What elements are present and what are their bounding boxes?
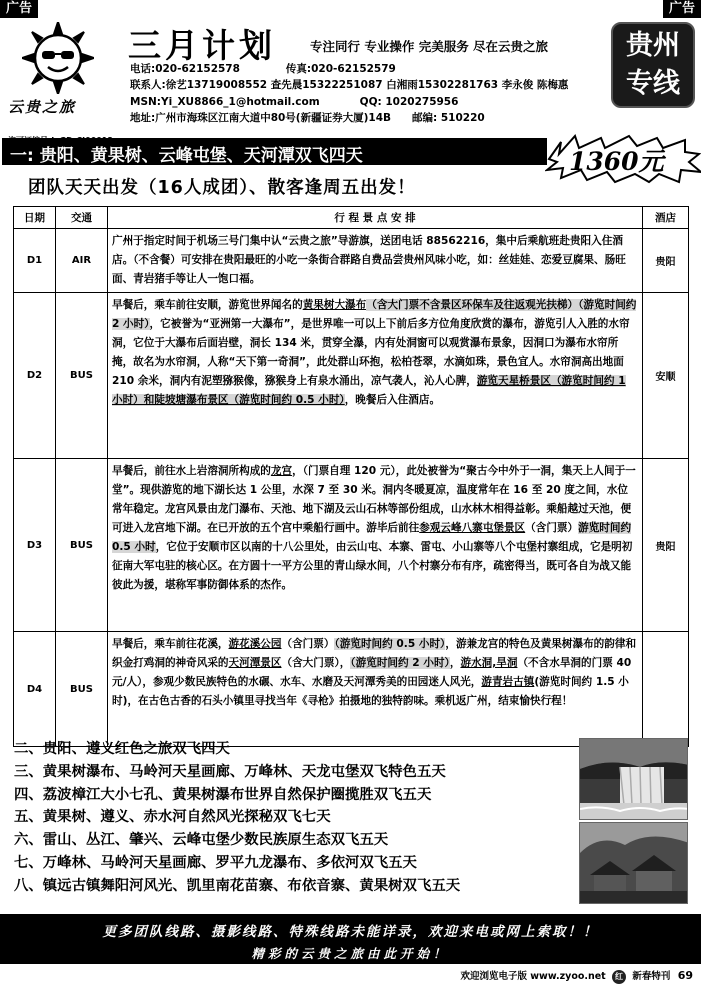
- slogan: 专注同行 专业操作 完美服务 尽在云贵之旅: [310, 39, 549, 54]
- phone: 电话:020-62152578: [130, 63, 240, 75]
- highlight: 游览天星桥景区（游览时间约 1 小时）和陡坡塘瀑布景区（游览时间约 0.5 小时）: [112, 375, 626, 406]
- village-image: [580, 823, 688, 904]
- village-photo: [579, 822, 688, 904]
- table-row: [14, 229, 689, 293]
- price-value: 1360元: [569, 147, 664, 176]
- logo-text: 云贵之旅: [8, 98, 77, 116]
- contact-persons: 联系人:徐艺13719008552 查先晨15322251087 白湘雨15302281763 李永俊 陈梅惠: [130, 79, 569, 91]
- badge-line-2: 专线: [626, 68, 680, 99]
- page-footer: [460, 968, 693, 984]
- transport-cell: AIR: [56, 229, 108, 293]
- itinerary-table: [13, 206, 689, 747]
- hotel-cell: 安顺: [643, 293, 689, 459]
- list-item: 五、黄果树、遵义、赤水河自然风光探秘双飞七天: [14, 809, 331, 826]
- spot-yunfeng: 参观云峰八寨屯堡景区: [419, 522, 526, 534]
- phone-fax-line: [130, 62, 396, 76]
- departure-info: 团队天天出发（16人成团）、散客逢周五出发！: [28, 178, 416, 198]
- highlight: （含大门票不含景区环保车及往返观光扶梯）（游览时间约 2 小时）: [112, 299, 637, 330]
- day-cell: D3: [14, 459, 56, 632]
- badge-line-1: 贵州: [626, 30, 680, 61]
- list-item: 八、镇远古镇舞阳河风光、凯里南花苗寨、布依音寨、黄果树双飞五天: [14, 877, 461, 894]
- day-cell: D4: [14, 632, 56, 747]
- price-tag: [545, 134, 701, 184]
- qq: QQ: 1020275956: [359, 96, 459, 108]
- spot-huangguoshu: 黄果树大瀑布: [302, 299, 367, 311]
- highlight: 游览时间约 0.5 小时: [112, 522, 632, 553]
- table-row: [14, 459, 689, 632]
- list-item: 六、雷山、丛江、肇兴、云峰屯堡少数民族原生态双飞五天: [14, 832, 389, 849]
- table-header-row: [14, 207, 689, 229]
- msn-qq-line: [130, 95, 458, 109]
- ad-tag-left: 广告: [0, 0, 38, 18]
- table-row: [14, 293, 689, 459]
- other-routes-list: [14, 738, 460, 898]
- msn: MSN:Yi_XU8866_1@hotmail.com: [130, 96, 320, 108]
- list-item: 二、贵阳、遵义红色之旅双飞四天: [14, 741, 230, 757]
- table-row: [14, 632, 689, 747]
- hotel-cell: 贵阳: [643, 229, 689, 293]
- header-desc: 行 程 景 点 安 排: [108, 207, 643, 229]
- spot-tianhetan: 天河潭景区: [228, 657, 282, 669]
- fax: 传真:020-62152579: [285, 63, 396, 75]
- spot-longgong: 龙宫: [270, 465, 293, 477]
- header-hotel: 酒店: [643, 207, 689, 229]
- highlight: （游览时间约 2 小时）: [350, 657, 450, 669]
- spot-qingyan: 游青岩古镇: [481, 676, 535, 688]
- transport-cell: BUS: [56, 632, 108, 747]
- header-day: 日期: [14, 207, 56, 229]
- footer-line-2: 精彩的云贵之旅由此开始！: [251, 946, 450, 961]
- brand-title: 三月计划: [128, 26, 276, 65]
- day-cell: D2: [14, 293, 56, 459]
- waterfall-photo: [579, 738, 688, 820]
- logo-dot-icon: 红: [612, 970, 626, 984]
- guizhou-line-badge: [611, 22, 695, 108]
- highlight: （游览时间约 0.5 小时）: [334, 638, 446, 650]
- desc-cell: 早餐后，乘车前往花溪，游花溪公园（含门票）（游览时间约 0.5 小时），游兼龙宫的特色及黄果树瀑布的韵律和织金打鸡洞的神奇风采的天河潭景区（含大门票），（游览时间约 2 小时），游水洞,旱洞（不含水旱洞的门票 40 元/人），参观少数民族特色的水碾、水车、水磨及天河潭秀美的田园迷人风光，游青岩古镇(游览时间约 1.5 小时)，在古色古香的石头小镇里寻找当年《寻枪》拍摄地的独特韵味。乘机返广州，结束愉快行程！: [108, 632, 643, 747]
- list-item: 七、万峰林、马岭河天星画廊、罗平九龙瀑布、多依河双飞五天: [14, 854, 417, 871]
- transport-cell: BUS: [56, 293, 108, 459]
- desc-cell: 早餐后，乘车前往安顺，游览世界闻名的黄果树大瀑布（含大门票不含景区环保车及往返观光扶梯）（游览时间约 2 小时），它被誉为“亚洲第一大瀑布”，是世界唯一可以上下前后多方位角度欣赏的瀑布，游览引人入胜的水帘洞，它位于大瀑布后面岩壁，洞长 134 米，贯穿全瀑，内有处洞窗可以观赏瀑布景象，因洞口为瀑布水帘所掩，故名为水帘洞，人称“天下第一奇洞”，此处群山环抱，松柏苍翠，水滴如珠，景色宜人。水帘洞高出地面 210 余米，洞内有泥塑猕猴像，猕猴身上有泉水涌出，凉气袭人，沁人心脾，游览天星桥景区（游览时间约 1 小时）和陡坡塘瀑布景区（游览时间约 0.5 小时），晚餐后入住酒店。: [108, 293, 643, 459]
- header-transport: 交通: [56, 207, 108, 229]
- transport-cell: BUS: [56, 459, 108, 632]
- hotel-cell: [643, 632, 689, 747]
- spot-huaxi: 游花溪公园: [228, 638, 282, 650]
- list-item: 四、荔波樟江大小七孔、黄果树瀑布世界自然保护圈揽胜双飞五天: [14, 786, 432, 803]
- spot-water-cave: 游水洞,旱洞: [460, 657, 518, 669]
- hotel-cell: 贵阳: [643, 459, 689, 632]
- page-number: 69: [677, 969, 693, 982]
- route-1-title: 一: 贵阳、黄果树、云峰屯堡、天河潭双飞四天: [2, 138, 547, 165]
- footer-line-1: 更多团队线路、摄影线路、特殊线路未能详录，欢迎来电或网上索取！！: [102, 924, 599, 940]
- site-url[interactable]: 欢迎浏览电子版 www.zyoo.net: [460, 971, 606, 982]
- day-cell: D1: [14, 229, 56, 293]
- waterfall-image: [580, 739, 688, 820]
- footer-banner: [0, 914, 701, 964]
- list-item: 三、黄果树瀑布、马岭河天星画廊、万峰林、天龙屯堡双飞特色五天: [14, 763, 446, 780]
- logo: [6, 22, 110, 132]
- ad-tag-right: 广告: [663, 0, 701, 18]
- desc-cell: 广州于指定时间于机场三号门集中认“云贵之旅”导游旗，送团电话 88562216，集中后乘航班赴贵阳入住酒店。（不含餐）可安排在贵阳最旺的小吃一条街合群路自费品尝贵州风味小吃，如：丝娃娃、恋爱豆腐果、肠旺面、青岩猪手等让人一饱口福。: [108, 229, 643, 293]
- issue-name: 新春特刊: [632, 971, 671, 982]
- desc-cell: 早餐后，前往水上岩溶洞所构成的龙宫，（门票自理 120 元），此处被誉为“聚古今中外于一洞，集天上人间于一堂”。现供游览的地下湖长达 1 公里，水深 7 至 30 米。洞内冬暖夏凉，温度常年在 16 至 20 度之间，水位常年稳定。龙宫风景由龙门瀑布、天池、地下湖及云山石林等部份组成，山水林木相得益彰。乘船越过天池，便可进入龙宫地下湖。在已开放的五个宫中乘船行画中。游毕后前往参观云峰八寨屯堡景区（含门票）游览时间约 0.5 小时，它位于安顺市区以南的十八公里处，由云山屯、本寨、雷屯、小山寨等八个屯堡村寨组成，它是明初征南大军屯驻的核心区。在方圆十一平方公里的青山绿水间，八个村寨分布有序，疏密得当，既可各自为战又能彼此为援，堪称军事防御体系的杰作。: [108, 459, 643, 632]
- address: 地址:广州市海珠区江南大道中80号(新疆证券大厦)14B 邮编: 510220: [130, 112, 485, 124]
- sun-with-sunglasses-icon: [22, 22, 94, 94]
